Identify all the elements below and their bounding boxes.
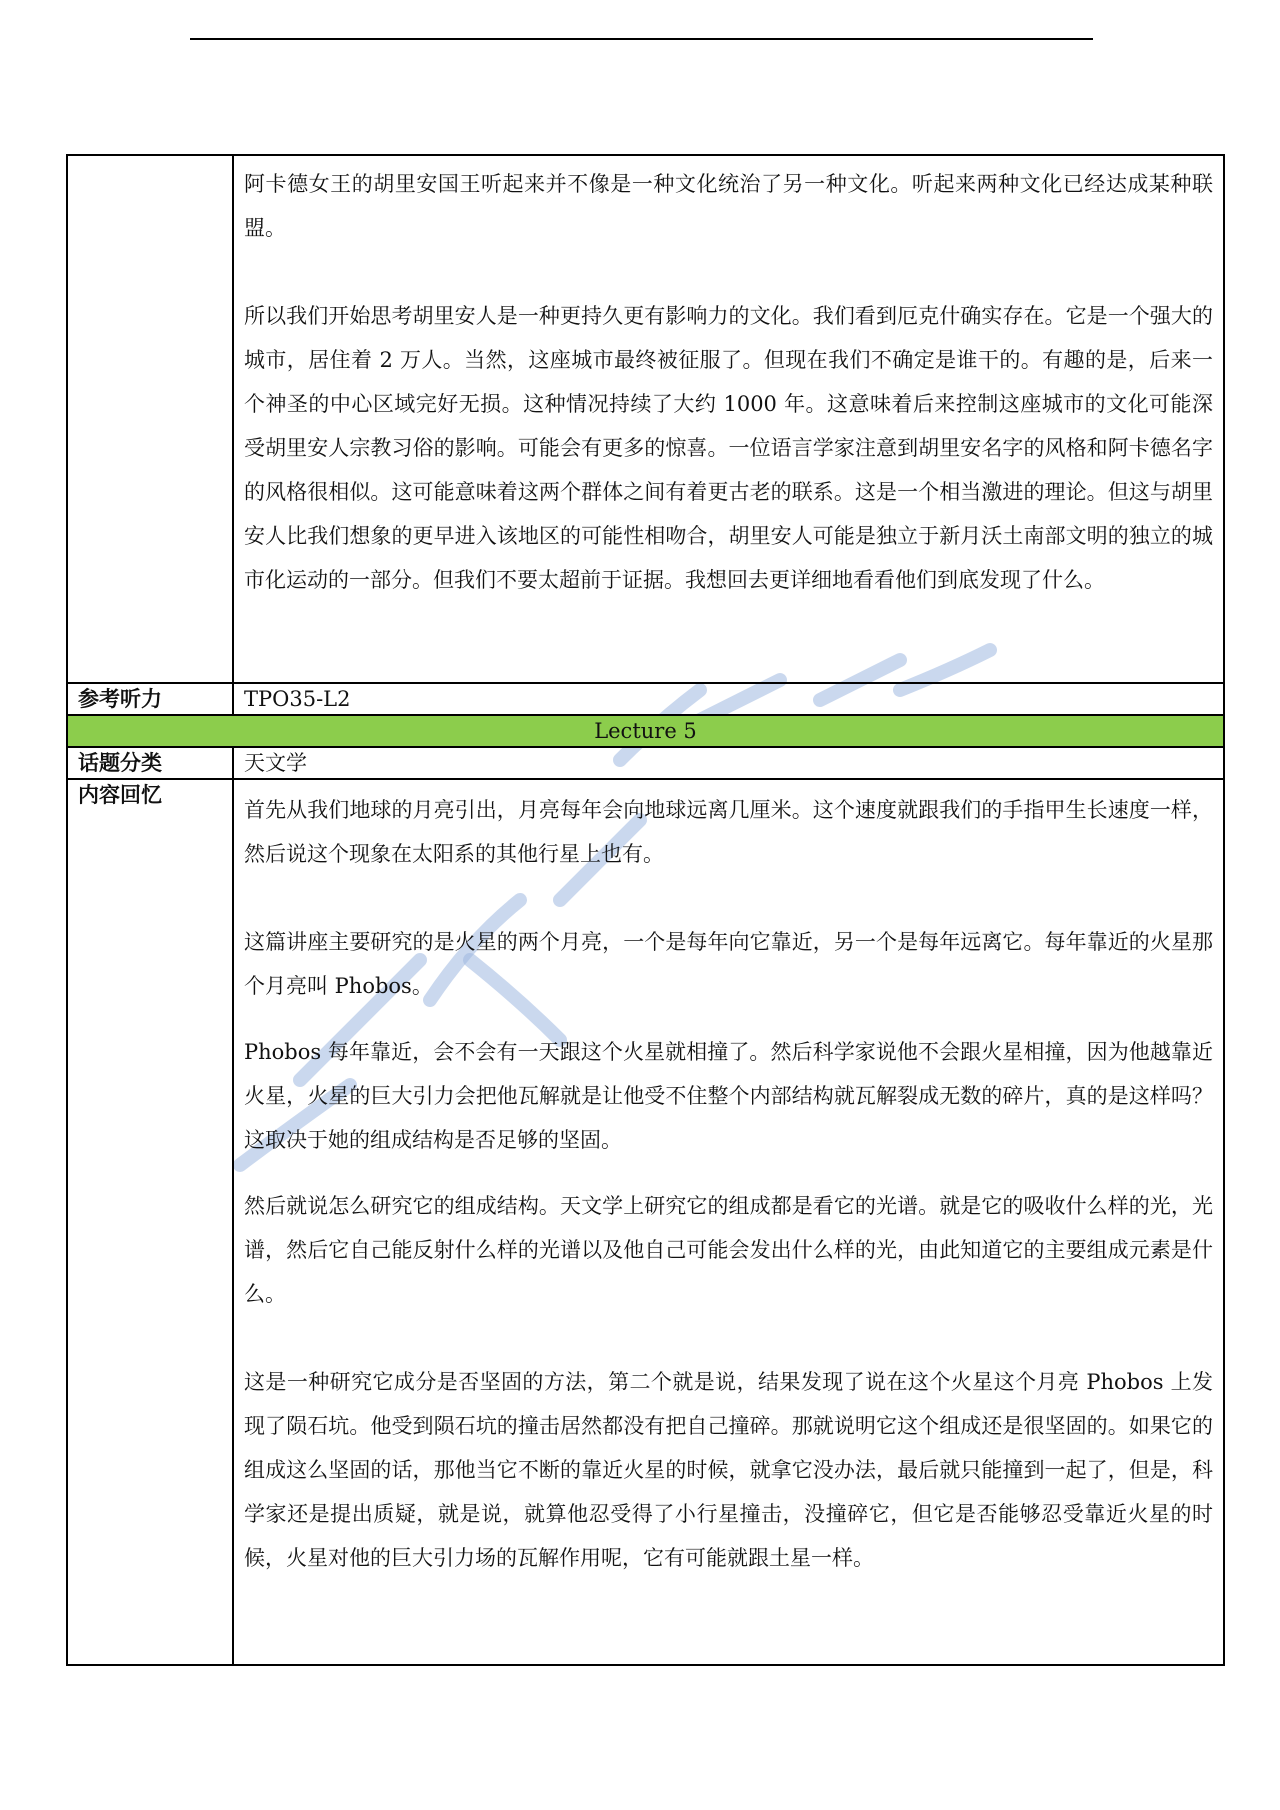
topic-value: 天文学 <box>233 747 1224 779</box>
reference-value: TPO35-L2 <box>233 683 1224 715</box>
content-label: 内容回忆 <box>67 779 233 1665</box>
topic-label: 话题分类 <box>67 747 233 779</box>
topic-row <box>67 747 1224 779</box>
continuation-text-cell <box>233 155 1224 683</box>
content-paragraph: 然后就说怎么研究它的组成结构。天文学上研究它的组成都是看它的光谱。就是它的吸收什么样的光，光谱，然后它自己能反射什么样的光谱以及他自己可能会发出什么样的光，由此知道它的主要组成元素是什么。 <box>244 1194 1213 1306</box>
continuation-row <box>67 155 1224 683</box>
lecture-header-row <box>67 715 1224 747</box>
content-paragraph: 这是一种研究它成分是否坚固的方法，第二个就是说，结果发现了说在这个火星这个月亮 Phobos 上发现了陨石坑。他受到陨石坑的撞击居然都没有把自己撞碎。那就说明它这个组成还是很坚固的。如果它的组成这么坚固的话，那他当它不断的靠近火星的时候，就拿它没办法，最后就只能撞到一起了，但是，科学家还是提出质疑，就是说，就算他忍受得了小行星撞击，没撞碎它，但它是否能够忍受靠近火星的时候，火星对他的巨大引力场的瓦解作用呢，它有可能就跟土星一样。 <box>244 1370 1213 1570</box>
lecture-table <box>66 154 1225 1666</box>
content-paragraph: Phobos 每年靠近，会不会有一天跟这个火星就相撞了。然后科学家说他不会跟火星相撞，因为他越靠近火星，火星的巨大引力会把他瓦解就是让他受不住整个内部结构就瓦解裂成无数的碎片，真的是这样吗？这取决于她的组成结构是否足够的坚固。 <box>244 1040 1213 1152</box>
lecture-title: Lecture 5 <box>67 715 1224 747</box>
content-row <box>67 779 1224 1665</box>
reference-label: 参考听力 <box>67 683 233 715</box>
content-paragraph: 首先从我们地球的月亮引出，月亮每年会向地球远离几厘米。这个速度就跟我们的手指甲生长速度一样，然后说这个现象在太阳系的其他行星上也有。 <box>244 798 1213 866</box>
continuation-paragraph: 阿卡德女王的胡里安国王听起来并不像是一种文化统治了另一种文化。听起来两种文化已经达成某种联盟。 <box>244 172 1213 240</box>
header-rule <box>190 38 1093 40</box>
content-text-cell <box>233 779 1224 1665</box>
content-paragraph: 这篇讲座主要研究的是火星的两个月亮，一个是每年向它靠近，另一个是每年远离它。每年靠近的火星那个月亮叫 Phobos。 <box>244 930 1213 998</box>
continuation-paragraph: 所以我们开始思考胡里安人是一种更持久更有影响力的文化。我们看到厄克什确实存在。它是一个强大的城市，居住着 2 万人。当然，这座城市最终被征服了。但现在我们不确定是谁干的。有趣的是，后来一个神圣的中心区域完好无损。这种情况持续了大约 1000 年。这意味着后来控制这座城市的文化可能深受胡里安人宗教习俗的影响。可能会有更多的惊喜。一位语言学家注意到胡里安名字的风格和阿卡德名字的风格很相似。这可能意味着这两个群体之间有着更古老的联系。这是一个相当激进的理论。但这与胡里安人比我们想象的更早进入该地区的可能性相吻合，胡里安人可能是独立于新月沃土南部文明的独立的城市化运动的一部分。但我们不要太超前于证据。我想回去更详细地看看他们到底发现了什么。 <box>244 304 1213 592</box>
reference-row <box>67 683 1224 715</box>
continuation-label-cell <box>67 155 233 683</box>
